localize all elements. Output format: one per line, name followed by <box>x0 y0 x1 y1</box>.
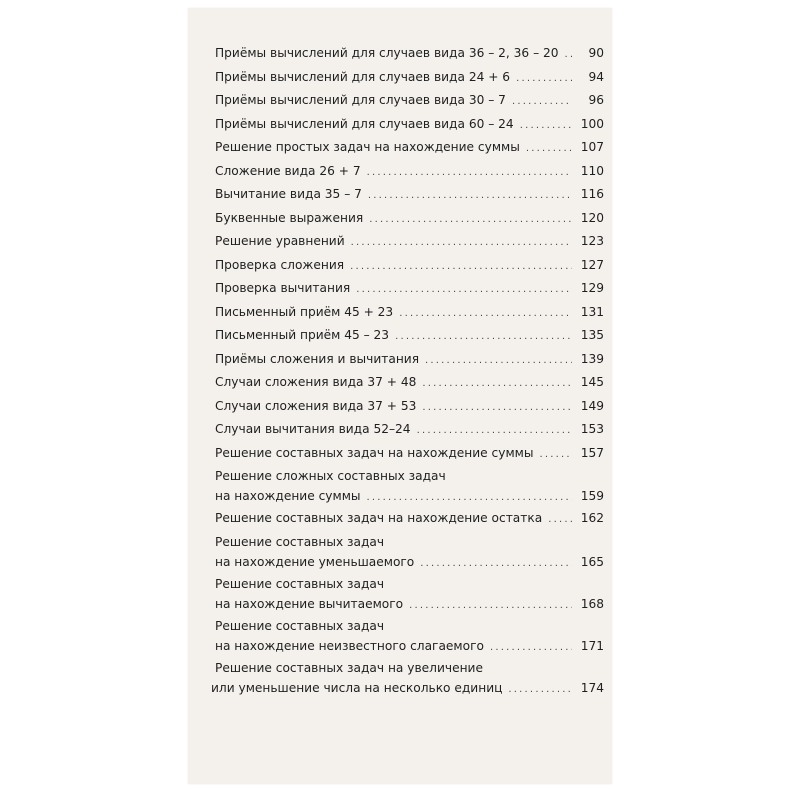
toc-entry <box>215 373 604 397</box>
toc-entry-title: Решение простых задач на нахождение суммы <box>215 140 520 154</box>
toc-page-number: 168 <box>580 596 604 611</box>
toc-page-number: 165 <box>580 554 604 569</box>
toc-page-number: 120 <box>580 210 604 225</box>
dot-leader <box>565 45 572 64</box>
dot-leader <box>520 116 572 135</box>
dot-leader <box>490 638 572 658</box>
dot-leader <box>526 139 572 158</box>
toc-entry-title: Решение составных задач на нахождение суммы <box>215 445 534 460</box>
toc-page-number: 100 <box>580 116 604 131</box>
dot-leader <box>367 163 572 182</box>
toc-page-number: 159 <box>580 489 604 503</box>
toc-entry-title: Приёмы сложения и вычитания <box>215 351 420 366</box>
toc-entry-title: Письменный приём 45 – 23 <box>215 328 390 342</box>
toc-page-number: 135 <box>580 328 604 342</box>
dot-leader <box>350 257 572 276</box>
dot-leader <box>425 351 572 370</box>
dot-leader <box>512 92 572 111</box>
toc-entry-title: Письменный приём 45 + 23 <box>215 304 394 319</box>
dot-leader <box>367 488 572 508</box>
dot-leader <box>417 421 572 440</box>
toc-entry-title-continued: или уменьшение числа на несколько единиц <box>211 680 503 695</box>
dot-leader <box>369 210 572 229</box>
toc-entry-title: Буквенные выражения <box>215 210 364 225</box>
toc-entry <box>215 185 604 209</box>
toc-entry-title: Решение уравнений <box>215 234 345 248</box>
toc-entry <box>215 209 604 233</box>
toc-entry-title: Приёмы вычислений для случаев вида 24 + 6 <box>215 69 511 84</box>
toc-entry-title: Приёмы вычислений для случаев вида 36 – 2, 36 – 20 <box>215 46 559 60</box>
toc-entry-title: Вычитание вида 35 – 7 <box>215 187 362 201</box>
toc-entry-title: Случаи сложения вида 37 + 53 <box>215 398 417 413</box>
toc-page-number: 153 <box>580 422 604 436</box>
dot-leader <box>516 69 572 88</box>
toc-entry-title-continued: на нахождение суммы <box>215 489 361 503</box>
toc-entry <box>215 444 604 468</box>
toc-entry <box>215 232 604 256</box>
toc-entry <box>215 509 604 533</box>
toc-entry-title: Сложение вида 26 + 7 <box>215 163 361 178</box>
toc-entry-title: Решение составных задач на увеличение <box>215 660 483 675</box>
toc-entry-title: Случаи вычитания вида 52–24 <box>215 422 411 436</box>
toc-entry-title: Приёмы вычислений для случаев вида 30 – 7 <box>215 93 506 107</box>
table-of-contents <box>211 44 604 701</box>
dot-leader <box>548 510 572 529</box>
toc-entry <box>215 44 604 68</box>
toc-page-number: 171 <box>580 638 604 653</box>
dot-leader <box>395 327 572 346</box>
toc-entry <box>215 303 604 327</box>
toc-page-number: 145 <box>580 375 604 389</box>
toc-entry <box>215 533 604 575</box>
toc-entry-title: Случаи сложения вида 37 + 48 <box>215 375 417 389</box>
toc-entry <box>215 162 604 186</box>
toc-page-number: 127 <box>580 257 604 272</box>
toc-page-number: 139 <box>580 351 604 366</box>
toc-entry-title: Решение сложных составных задач <box>215 469 446 483</box>
toc-entry <box>215 91 604 115</box>
toc-entry <box>215 617 604 659</box>
toc-page-number: 157 <box>580 445 604 460</box>
toc-entry <box>215 68 604 92</box>
dot-leader <box>422 398 572 417</box>
toc-entry-title: Проверка вычитания <box>215 281 351 295</box>
toc-entry <box>215 256 604 280</box>
toc-page-number: 149 <box>580 398 604 413</box>
toc-page-number: 90 <box>588 46 604 60</box>
toc-entry <box>215 420 604 444</box>
dot-leader <box>422 374 572 393</box>
dot-leader <box>508 680 572 700</box>
toc-entry <box>215 397 604 421</box>
toc-entry-title: Решение составных задач <box>215 576 385 591</box>
dot-leader <box>539 445 572 464</box>
toc-page-number: 162 <box>580 511 604 525</box>
toc-entry <box>215 115 604 139</box>
toc-entry-title: Проверка сложения <box>215 257 345 272</box>
toc-page-number: 116 <box>580 187 604 201</box>
toc-entry <box>211 659 604 701</box>
toc-entry-title: Приёмы вычислений для случаев вида 60 – 24 <box>215 116 514 131</box>
dot-leader <box>368 186 572 205</box>
dot-leader <box>351 233 572 252</box>
toc-page-number: 174 <box>580 680 604 695</box>
toc-entry-title-continued: на нахождение неизвестного слагаемого <box>215 638 484 653</box>
toc-entry <box>215 575 604 617</box>
toc-entry-title-continued: на нахождение уменьшаемого <box>215 554 415 569</box>
toc-entry-title: Решение составных задач <box>215 618 385 633</box>
dot-leader <box>420 554 572 574</box>
toc-page-number: 129 <box>580 281 604 295</box>
toc-entry <box>215 326 604 350</box>
toc-entry-title: Решение составных задач на нахождение остатка <box>215 511 543 525</box>
toc-page-number: 131 <box>580 304 604 319</box>
dot-leader <box>356 280 572 299</box>
toc-page-number: 94 <box>588 69 604 84</box>
toc-entry <box>215 279 604 303</box>
toc-entry-title: Решение составных задач <box>215 534 385 549</box>
dot-leader <box>409 596 572 616</box>
toc-page-number: 96 <box>588 93 604 107</box>
toc-entry <box>215 138 604 162</box>
toc-page-number: 107 <box>580 140 604 154</box>
dot-leader <box>399 304 572 323</box>
toc-page-number: 110 <box>580 163 604 178</box>
toc-entry-title-continued: на нахождение вычитаемого <box>215 596 404 611</box>
toc-page-number: 123 <box>580 234 604 248</box>
book-page <box>188 8 612 784</box>
toc-entry <box>215 467 604 509</box>
toc-entry <box>215 350 604 374</box>
